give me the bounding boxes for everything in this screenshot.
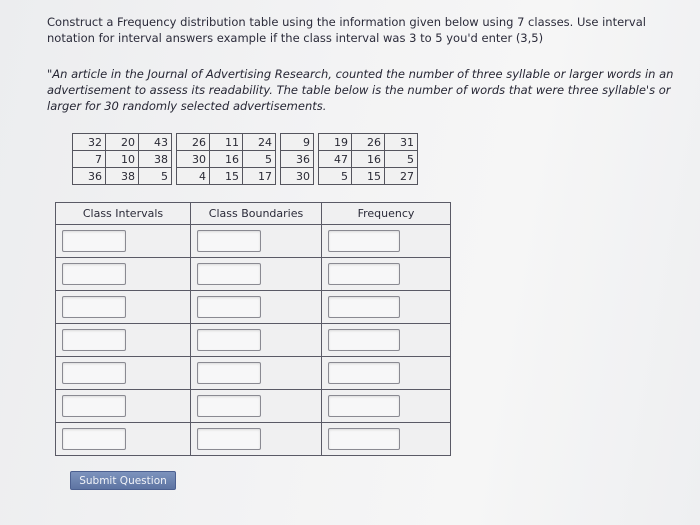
data-cell: 38 <box>139 151 172 168</box>
frequency-input[interactable] <box>328 329 400 351</box>
frequency-cell <box>191 324 322 357</box>
data-cell: 16 <box>352 151 385 168</box>
data-cell: 26 <box>177 134 210 151</box>
data-cell: 5 <box>319 168 352 185</box>
frequency-row <box>56 357 451 390</box>
frequency-cell <box>322 291 451 324</box>
data-cell: 30 <box>281 168 314 185</box>
frequency-cell <box>56 423 191 456</box>
data-cell: 36 <box>281 151 314 168</box>
class-boundary-input[interactable] <box>197 263 261 285</box>
data-cell: 16 <box>210 151 243 168</box>
class-interval-input[interactable] <box>62 329 126 351</box>
frequency-cell <box>56 258 191 291</box>
data-cell: 24 <box>243 134 276 151</box>
header-class-intervals: Class Intervals <box>56 203 191 225</box>
frequency-input[interactable] <box>328 296 400 318</box>
question-instructions: Construct a Frequency distribution table using the information given below using 7 classes. Use interval notation for interval answers example if the class interval was 3 to 5 you'd enter (3,5) <box>47 15 646 45</box>
header-class-boundaries: Class Boundaries <box>191 203 322 225</box>
data-cell: 38 <box>106 168 139 185</box>
frequency-cell <box>56 357 191 390</box>
data-cell: 47 <box>319 151 352 168</box>
frequency-distribution-table <box>55 202 451 456</box>
raw-data-table <box>72 133 418 185</box>
frequency-input[interactable] <box>328 428 400 450</box>
data-cell: 9 <box>281 134 314 151</box>
frequency-cell <box>56 324 191 357</box>
data-cell: 11 <box>210 134 243 151</box>
frequency-row <box>56 423 451 456</box>
frequency-row <box>56 258 451 291</box>
data-cell: 5 <box>139 168 172 185</box>
data-table-row <box>73 168 418 185</box>
frequency-cell <box>56 291 191 324</box>
class-interval-input[interactable] <box>62 263 126 285</box>
frequency-cell <box>191 390 322 423</box>
frequency-row <box>56 225 451 258</box>
frequency-input[interactable] <box>328 395 400 417</box>
data-cell: 43 <box>139 134 172 151</box>
class-boundary-input[interactable] <box>197 428 261 450</box>
data-cell: 5 <box>385 151 418 168</box>
frequency-cell <box>322 423 451 456</box>
class-boundary-input[interactable] <box>197 362 261 384</box>
class-boundary-input[interactable] <box>197 230 261 252</box>
data-table-row <box>73 151 418 168</box>
class-interval-input[interactable] <box>62 230 126 252</box>
frequency-cell <box>322 357 451 390</box>
frequency-cell <box>56 225 191 258</box>
class-interval-input[interactable] <box>62 428 126 450</box>
data-cell: 5 <box>243 151 276 168</box>
data-cell: 15 <box>352 168 385 185</box>
frequency-row <box>56 390 451 423</box>
class-boundary-input[interactable] <box>197 329 261 351</box>
data-cell: 32 <box>73 134 106 151</box>
frequency-cell <box>56 390 191 423</box>
data-cell: 10 <box>106 151 139 168</box>
class-interval-input[interactable] <box>62 395 126 417</box>
frequency-input[interactable] <box>328 230 400 252</box>
frequency-cell <box>322 225 451 258</box>
data-cell: 17 <box>243 168 276 185</box>
data-cell: 31 <box>385 134 418 151</box>
frequency-cell <box>191 258 322 291</box>
frequency-cell <box>322 324 451 357</box>
frequency-input[interactable] <box>328 263 400 285</box>
frequency-input[interactable] <box>328 362 400 384</box>
submit-question-button[interactable]: Submit Question <box>70 471 176 490</box>
data-cell: 7 <box>73 151 106 168</box>
data-cell: 30 <box>177 151 210 168</box>
class-boundary-input[interactable] <box>197 395 261 417</box>
data-cell: 19 <box>319 134 352 151</box>
header-frequency: Frequency <box>322 203 451 225</box>
data-cell: 27 <box>385 168 418 185</box>
class-interval-input[interactable] <box>62 296 126 318</box>
frequency-row <box>56 324 451 357</box>
data-table-row <box>73 134 418 151</box>
frequency-cell <box>191 423 322 456</box>
frequency-cell <box>322 258 451 291</box>
data-cell: 20 <box>106 134 139 151</box>
data-cell: 4 <box>177 168 210 185</box>
frequency-cell <box>191 291 322 324</box>
frequency-cell <box>191 357 322 390</box>
frequency-cell <box>191 225 322 258</box>
frequency-cell <box>322 390 451 423</box>
data-cell: 15 <box>210 168 243 185</box>
class-interval-input[interactable] <box>62 362 126 384</box>
data-cell: 36 <box>73 168 106 185</box>
class-boundary-input[interactable] <box>197 296 261 318</box>
question-context-quote: "An article in the Journal of Advertising Research, counted the number of three syllable or larger words in an advertisement to assess its readability. The table below is the number of words that were three syllable's or larger for 30 randomly selected advertisements. <box>47 67 674 113</box>
data-cell: 26 <box>352 134 385 151</box>
frequency-row <box>56 291 451 324</box>
